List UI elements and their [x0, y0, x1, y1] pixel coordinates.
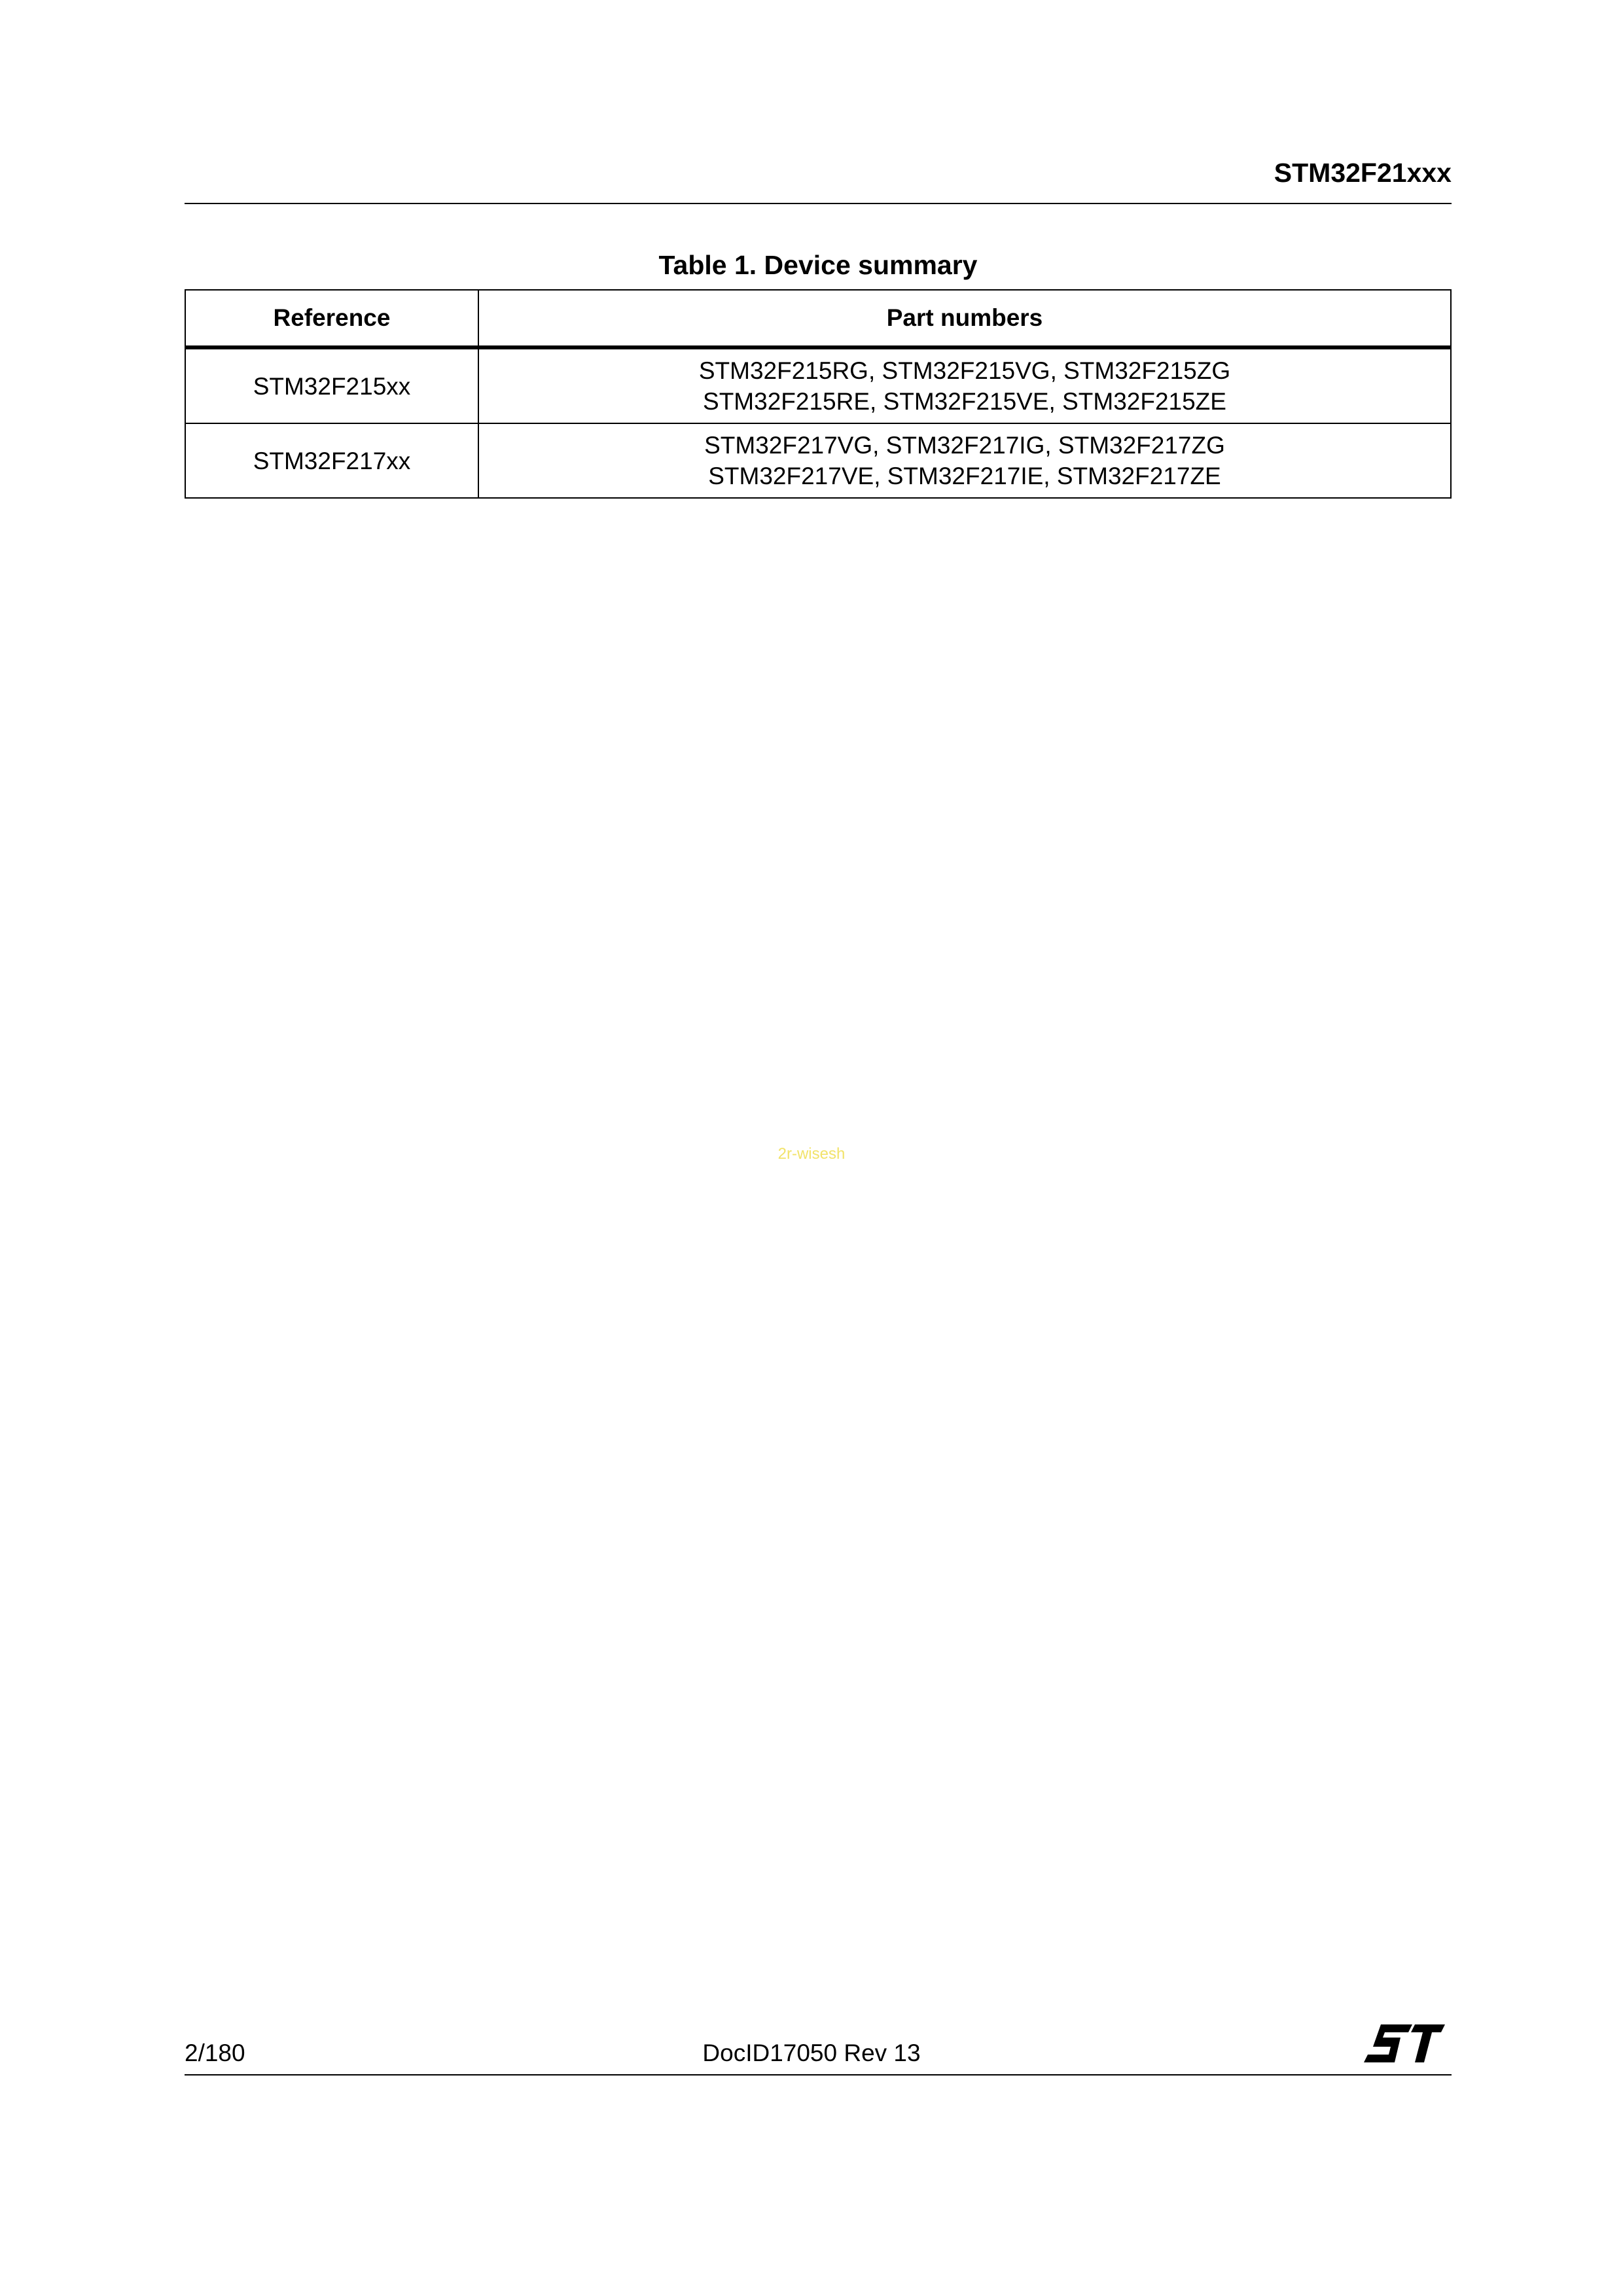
header-divider	[185, 203, 1452, 204]
document-id: DocID17050 Rev 13	[702, 2040, 921, 2066]
footer-divider	[185, 2074, 1452, 2075]
part-numbers-line: STM32F217VG, STM32F217IG, STM32F217ZG	[704, 432, 1225, 459]
table-row	[185, 347, 1451, 423]
page-number: 2/180	[185, 2040, 245, 2066]
part-numbers-line: STM32F217VE, STM32F217IE, STM32F217ZE	[708, 463, 1221, 489]
watermark: 2r-wisesh	[777, 1145, 846, 1163]
part-numbers-line: STM32F215RE, STM32F215VE, STM32F215ZE	[703, 388, 1226, 415]
column-header-part-numbers: Part numbers	[478, 290, 1451, 347]
reference-cell: STM32F217xx	[185, 423, 478, 498]
header-title: STM32F21xxx	[1274, 158, 1452, 188]
table-row	[185, 423, 1451, 498]
reference-cell: STM32F215xx	[185, 347, 478, 423]
device-summary-table	[185, 289, 1452, 499]
table-header-row	[185, 290, 1451, 347]
part-numbers-cell	[478, 347, 1451, 423]
st-logo-icon	[1361, 2022, 1445, 2068]
table-caption: Table 1. Device summary	[658, 250, 978, 280]
column-header-reference: Reference	[185, 290, 478, 347]
part-numbers-line: STM32F215RG, STM32F215VG, STM32F215ZG	[698, 357, 1231, 384]
part-numbers-cell	[478, 423, 1451, 498]
